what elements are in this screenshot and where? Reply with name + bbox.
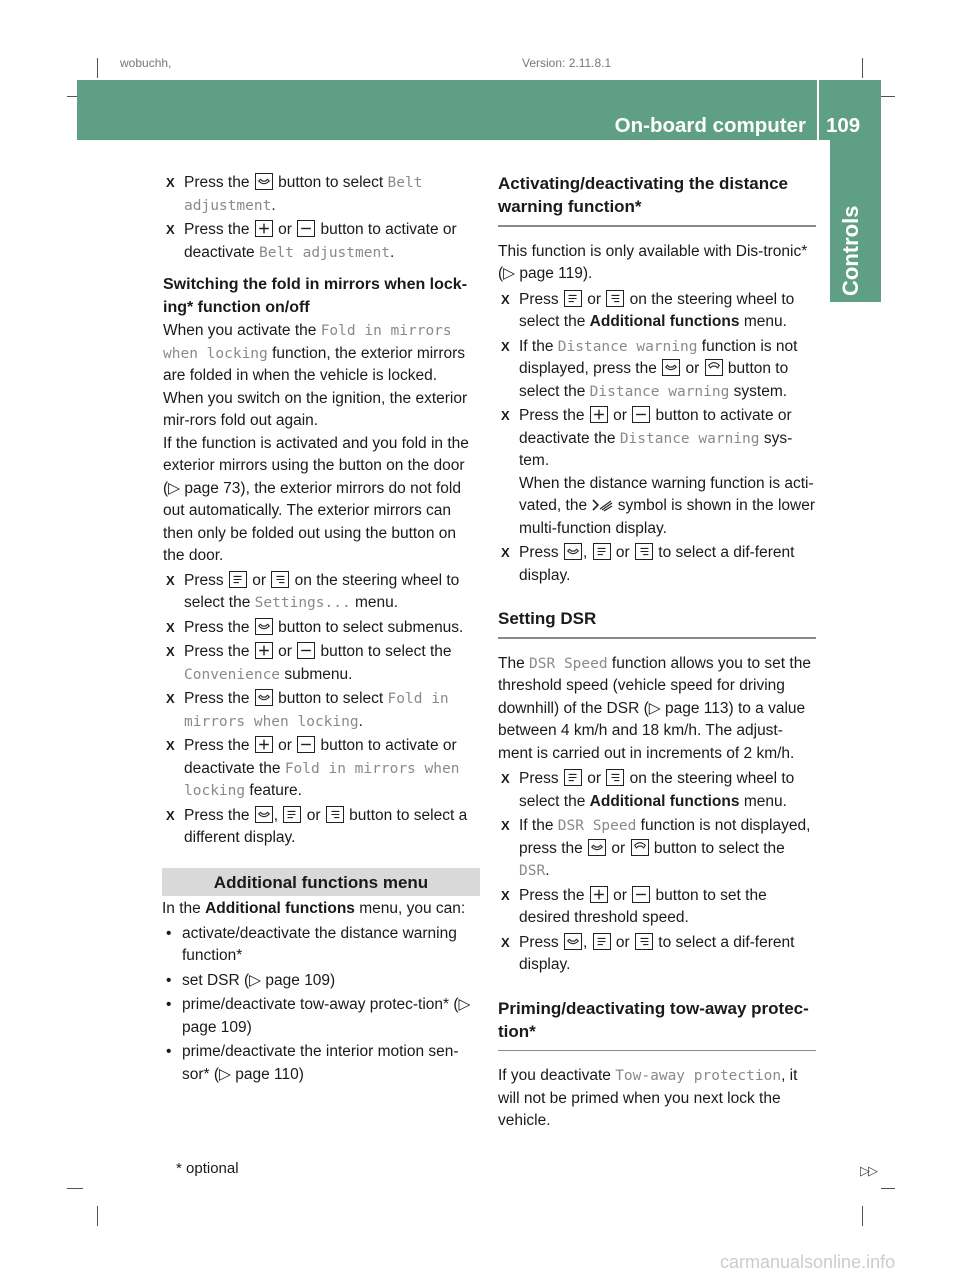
plus-button-icon xyxy=(255,220,273,237)
continued-icon: ▷▷ xyxy=(860,1163,876,1178)
print-meta-left: wobuchh, xyxy=(120,56,172,70)
forward-button-icon xyxy=(635,933,653,950)
section-heading: Priming/deactivating tow-away protec-tion* xyxy=(498,998,809,1041)
step: X Press , or to select a dif-ferent display. xyxy=(498,542,816,587)
left-column-lower xyxy=(162,868,480,1086)
back-button-icon xyxy=(283,806,301,823)
phone-button-icon xyxy=(255,806,273,823)
step: X Press or on the steering wheel to select the Additional functions menu. xyxy=(498,768,816,813)
phone-button-icon xyxy=(564,933,582,950)
left-column xyxy=(163,172,481,850)
footnote: * optional xyxy=(176,1160,239,1177)
step: X Press the or button to set the desired threshold speed. xyxy=(498,885,816,930)
paragraph: In the Additional functions menu, you can: xyxy=(162,900,466,917)
header-divider xyxy=(817,80,819,140)
page-title: On-board computer xyxy=(614,114,806,137)
back-button-icon xyxy=(564,769,582,786)
list-item: • prime/deactivate tow-away protec-tion* (▷ page 109) xyxy=(162,994,480,1039)
step: X Press the button to select Belt adjustment. xyxy=(163,172,481,217)
forward-button-icon xyxy=(606,290,624,307)
forward-button-icon xyxy=(635,543,653,560)
minus-button-icon xyxy=(297,220,315,237)
forward-button-icon xyxy=(326,806,344,823)
paragraph: The DSR Speed function allows you to set the threshold speed (vehicle speed for driving downhill) of the DSR (▷ page 113) to a value between 4 km/h and 18 km/h. The adjust-ment is carried out in increments of 2 km/h. xyxy=(498,654,811,762)
step: X Press or on the steering wheel to select the Additional functions menu. xyxy=(498,289,816,334)
crop-mark xyxy=(881,96,895,97)
minus-button-icon xyxy=(632,886,650,903)
back-button-icon xyxy=(229,571,247,588)
hangup-button-icon xyxy=(705,359,723,376)
phone-button-icon xyxy=(588,839,606,856)
list-item: • prime/deactivate the interior motion sen-sor* (▷ page 110) xyxy=(162,1041,480,1086)
phone-button-icon xyxy=(255,689,273,706)
right-column xyxy=(498,172,816,1133)
forward-button-icon xyxy=(606,769,624,786)
back-button-icon xyxy=(564,290,582,307)
paragraph: If you deactivate Tow-away protection, it will not be primed when you next lock the vehicle. xyxy=(498,1067,798,1129)
plus-button-icon xyxy=(590,886,608,903)
plus-button-icon xyxy=(590,406,608,423)
forward-button-icon xyxy=(271,571,289,588)
list-item: • activate/deactivate the distance warning function* xyxy=(162,923,480,968)
plus-button-icon xyxy=(255,736,273,753)
plus-button-icon xyxy=(255,642,273,659)
section-heading: Setting DSR xyxy=(498,609,597,628)
phone-button-icon xyxy=(255,173,273,190)
heading-rule xyxy=(498,637,816,639)
section-heading: Additional functions menu xyxy=(162,868,480,896)
step: X Press the , or button to select a different display. xyxy=(163,805,481,850)
paragraph: When you activate the Fold in mirrors when locking function, the exterior mirrors are folded in when the vehicle is locked. When you switch on the ignition, the exterior mir-rors fold out again. xyxy=(163,322,468,429)
step: X Press , or to select a dif-ferent display. xyxy=(498,932,816,977)
crop-mark xyxy=(97,1206,98,1226)
list-item: • set DSR (▷ page 109) xyxy=(162,970,480,993)
step: X If the Distance warning function is not displayed, press the or button to select the Distance warning system. xyxy=(498,336,816,404)
phone-button-icon xyxy=(255,618,273,635)
page-number: 109 xyxy=(826,114,861,137)
step: X If the DSR Speed function is not displayed, press the or button to select the DSR. xyxy=(498,815,816,883)
heading-rule xyxy=(498,1050,816,1052)
section-subheading: Switching the fold in mirrors when lock-ing* function on/off xyxy=(163,276,468,316)
section-heading: Activating/deactivating the distance warning function* xyxy=(498,174,789,216)
step: X Press the button to select Fold in mirrors when locking. xyxy=(163,688,481,733)
minus-button-icon xyxy=(297,736,315,753)
step: X Press or on the steering wheel to select the Settings... menu. xyxy=(163,570,481,615)
paragraph: This function is only available with Dis-tronic* (▷ page 119). xyxy=(498,242,808,282)
crop-mark xyxy=(67,1188,83,1189)
crop-mark xyxy=(881,1188,895,1189)
phone-button-icon xyxy=(564,543,582,560)
step: X Press the or button to select the Convenience submenu. xyxy=(163,641,481,686)
step: X Press the or button to activate or deactivate Belt adjustment. xyxy=(163,219,481,264)
step: X Press the or button to activate or deactivate the Distance warning sys-tem. When the distance warning function is acti-vated, the symbol is shown in the lower multi-function display. xyxy=(498,405,816,540)
crop-mark xyxy=(97,58,98,78)
step: X Press the or button to activate or deactivate the Fold in mirrors when locking feature. xyxy=(163,735,481,803)
phone-button-icon xyxy=(662,359,680,376)
side-tab-label: Controls xyxy=(838,205,863,296)
step: X Press the button to select submenus. xyxy=(163,617,481,640)
heading-rule xyxy=(498,225,816,227)
watermark: carmanualsonline.info xyxy=(720,1252,896,1272)
paragraph: If the function is activated and you fold in the exterior mirrors using the button on the door (▷ page 73), the exterior mirrors do not fold out automatically. The exterior mirrors can then only be folded out using the button on the door. xyxy=(163,434,469,564)
print-meta-right: Version: 2.11.8.1 xyxy=(522,56,612,70)
crop-mark xyxy=(862,1206,863,1226)
back-button-icon xyxy=(593,933,611,950)
minus-button-icon xyxy=(632,406,650,423)
hangup-button-icon xyxy=(631,839,649,856)
distance-warning-icon xyxy=(591,497,613,513)
back-button-icon xyxy=(593,543,611,560)
crop-mark xyxy=(862,58,863,78)
minus-button-icon xyxy=(297,642,315,659)
